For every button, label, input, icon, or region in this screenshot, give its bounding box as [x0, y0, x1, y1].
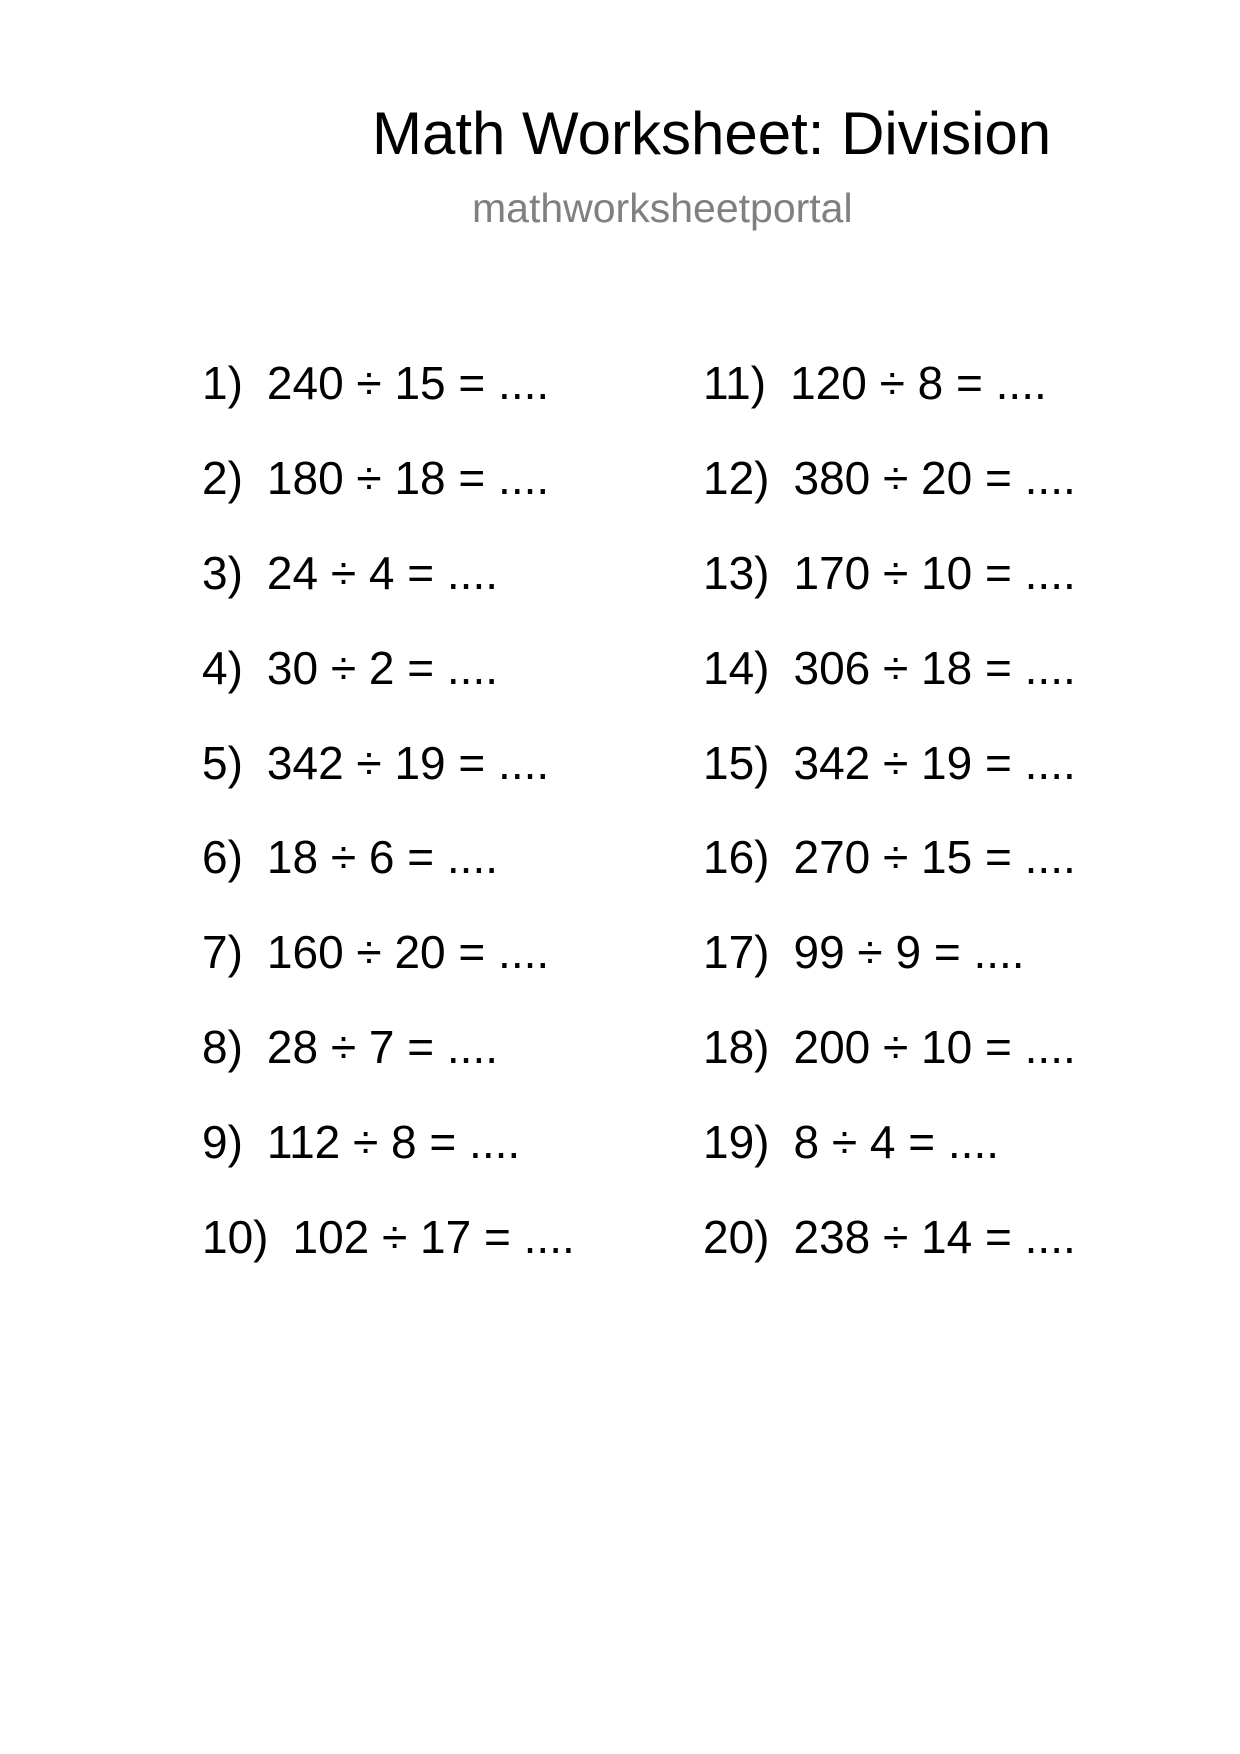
problem-number: 7)	[202, 926, 243, 979]
problem-number: 12)	[703, 451, 770, 504]
problem-item	[202, 1019, 575, 1114]
problem-number: 4)	[202, 641, 243, 694]
problem-expression: 18 ÷ 6 = ....	[266, 831, 499, 884]
problem-expression: 28 ÷ 7 = ....	[266, 1021, 499, 1074]
problem-item	[202, 924, 575, 1019]
problem-item	[703, 640, 1076, 735]
problem-item	[703, 355, 1076, 450]
problem-expression: 24 ÷ 4 = ....	[266, 546, 499, 599]
problem-number: 2)	[202, 451, 243, 504]
problem-item	[202, 545, 575, 640]
problem-number: 17)	[703, 926, 770, 979]
problem-number: 1)	[202, 357, 243, 409]
problem-expression: 238 ÷ 14 = ....	[793, 1211, 1076, 1264]
problem-expression: 342 ÷ 19 = ....	[266, 736, 550, 789]
problem-expression: 270 ÷ 15 = ....	[793, 831, 1076, 884]
problem-item	[202, 1209, 575, 1304]
problem-number: 20)	[703, 1211, 770, 1264]
problem-expression: 342 ÷ 19 = ....	[793, 736, 1076, 789]
problem-item	[202, 640, 575, 735]
problem-expression: 99 ÷ 9 = ....	[793, 926, 1025, 979]
problem-item	[703, 1019, 1076, 1114]
problem-number: 11)	[703, 357, 767, 409]
problem-expression: 380 ÷ 20 = ....	[793, 451, 1076, 504]
problem-item	[703, 735, 1076, 830]
problem-number: 6)	[202, 831, 243, 884]
problem-item	[703, 1114, 1076, 1209]
problem-expression: 112 ÷ 8 = ....	[266, 1116, 521, 1169]
problem-item	[202, 829, 575, 924]
problem-number: 13)	[703, 546, 770, 599]
problem-number: 10)	[202, 1211, 269, 1264]
problem-number: 5)	[202, 736, 243, 789]
problem-item	[202, 735, 575, 830]
problem-expression: 30 ÷ 2 = ....	[266, 641, 499, 694]
problem-item	[703, 1209, 1076, 1304]
problem-expression: 240 ÷ 15 = ....	[266, 357, 550, 409]
worksheet-source: mathworksheetportal	[472, 185, 853, 231]
problem-expression: 120 ÷ 8 = ....	[790, 357, 1047, 409]
problems-left-column	[202, 355, 575, 1304]
problem-item	[703, 924, 1076, 1019]
problem-number: 9)	[202, 1116, 243, 1169]
problem-expression: 102 ÷ 17 = ....	[292, 1211, 575, 1264]
problem-expression: 160 ÷ 20 = ....	[266, 926, 550, 979]
problem-item	[202, 450, 575, 545]
problem-number: 8)	[202, 1021, 243, 1074]
problem-expression: 170 ÷ 10 = ....	[793, 546, 1076, 599]
problem-item	[202, 1114, 575, 1209]
problem-expression: 200 ÷ 10 = ....	[793, 1021, 1076, 1074]
problems-right-column	[703, 355, 1076, 1304]
problem-expression: 306 ÷ 18 = ....	[793, 641, 1076, 694]
problem-number: 16)	[703, 831, 770, 884]
problem-expression: 8 ÷ 4 = ....	[793, 1116, 1000, 1169]
problem-number: 15)	[703, 736, 770, 789]
problem-number: 3)	[202, 546, 243, 599]
problem-item	[703, 545, 1076, 640]
problem-item	[202, 355, 575, 450]
problem-item	[703, 829, 1076, 924]
problem-number: 19)	[703, 1116, 770, 1169]
problem-number: 18)	[703, 1021, 770, 1074]
problem-number: 14)	[703, 641, 770, 694]
problem-item	[703, 450, 1076, 545]
worksheet-title: Math Worksheet: Division	[372, 100, 1052, 167]
problem-expression: 180 ÷ 18 = ....	[266, 451, 550, 504]
